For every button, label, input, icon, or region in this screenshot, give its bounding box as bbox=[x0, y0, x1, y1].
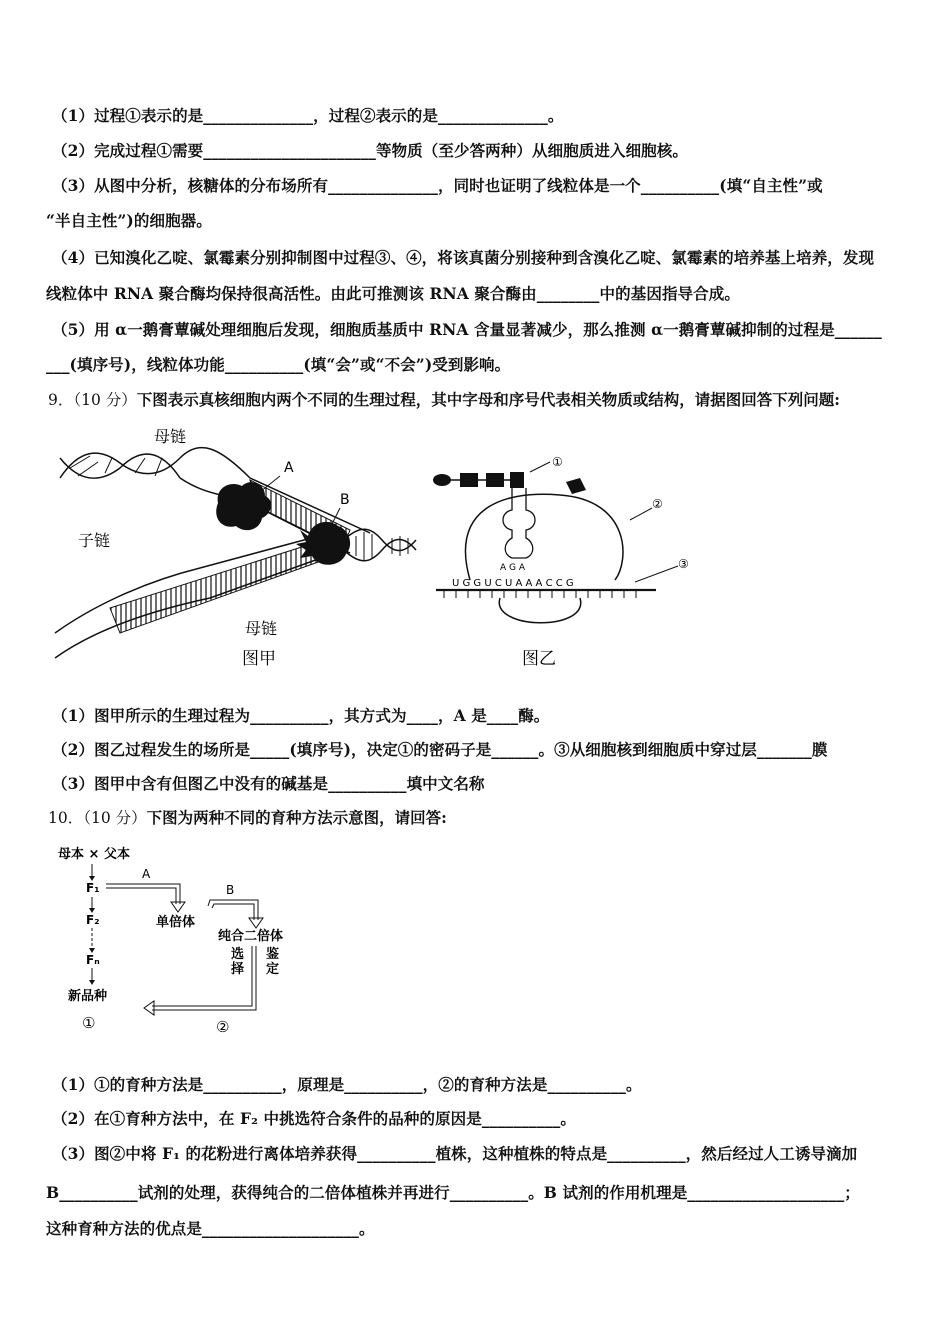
label-pure-diploid: 纯合二倍体 bbox=[218, 929, 284, 944]
label-2: ② bbox=[652, 497, 663, 511]
arrowhead-return bbox=[144, 1001, 154, 1015]
q10-part1: （1）①的育种方法是__________，原理是__________，②的育种方法是__________。 bbox=[52, 1075, 642, 1094]
figure-jia-caption: 图甲 bbox=[242, 649, 276, 669]
label-new-variety: 新品种 bbox=[68, 989, 108, 1004]
amino-acid-4-on-trna bbox=[510, 472, 524, 488]
label-mother-strand-top: 母链 bbox=[154, 427, 187, 446]
upper-helix-strand-2 bbox=[60, 454, 180, 478]
q8-part1: （1）过程①表示的是______________，过程②表示的是______________。 bbox=[52, 106, 564, 125]
label-select bbox=[230, 946, 244, 977]
leader-3 bbox=[635, 566, 678, 582]
mother-strand-top bbox=[180, 448, 370, 533]
arrow-A-inner bbox=[106, 888, 176, 904]
arrow-B-outer bbox=[208, 900, 258, 920]
amino-acid-2 bbox=[460, 473, 478, 487]
q10-part3-line2: B__________试剂的处理，获得纯合的二倍体植株并再进行__________。B 试剂的作用机理是____________________； bbox=[46, 1183, 860, 1202]
leader-1 bbox=[530, 462, 550, 472]
q8-part4-line2: 线粒体中 RNA 聚合酶均保持很高活性。由此可推测该 RNA 聚合酶由________中的基因指导合成。 bbox=[46, 284, 740, 303]
label-haploid: 单倍体 bbox=[156, 915, 196, 930]
q10-number: 10． bbox=[48, 809, 84, 827]
anticodon-text: A G A bbox=[500, 563, 526, 573]
label-A: A bbox=[284, 460, 294, 476]
label-select-char-2: 择 bbox=[231, 962, 245, 977]
ribosome-large-subunit bbox=[466, 494, 623, 580]
q10-heading bbox=[48, 806, 447, 828]
q8-part5-line1: （5）用 α一鹅膏蕈碱处理细胞后发现，细胞质基质中 RNA 含量显著减少，那么推测 α一鹅膏蕈碱抑制的过程是______ bbox=[52, 320, 882, 339]
q9-stem: 下图表示真核细胞内两个不同的生理过程，其中字母和序号代表相关物质或结构，请据图回答下列问题: bbox=[136, 390, 841, 409]
q8-part3-line1: （3）从图中分析，核糖体的分布场所有______________，同时也证明了线粒体是一个__________(填“自主性”或 bbox=[52, 176, 823, 195]
label-select-char-1: 选 bbox=[231, 947, 245, 962]
label-B: B bbox=[226, 883, 235, 897]
arrowhead-A bbox=[171, 902, 185, 912]
label-3: ③ bbox=[678, 557, 689, 571]
q10-score: （10 分） bbox=[83, 809, 147, 827]
label-circle-1: ① bbox=[82, 1014, 96, 1032]
arrowhead-4 bbox=[89, 980, 95, 985]
label-child-strand: 子链 bbox=[78, 531, 111, 550]
label-f2: F₂ bbox=[86, 913, 100, 927]
label-circle-2: ② bbox=[216, 1018, 230, 1036]
label-identify bbox=[266, 946, 279, 977]
label-B: B bbox=[340, 492, 350, 508]
mrna-sequence: U G G U C U A A A C C G bbox=[452, 578, 574, 589]
q10-stem: 下图为两种不同的育种方法示意图，请回答: bbox=[146, 808, 447, 827]
right-helix-rungs bbox=[356, 532, 408, 560]
q8-part2: （2）完成过程①需要______________________等物质（至少答两种）从细胞质进入细胞核。 bbox=[52, 141, 688, 160]
figure-yi-caption: 图乙 bbox=[522, 649, 556, 669]
arrow-A-outer bbox=[106, 884, 180, 904]
arrow-B-inner bbox=[212, 904, 254, 920]
label-f1: F₁ bbox=[86, 881, 100, 895]
label-parents: 母本 × 父本 bbox=[58, 847, 130, 862]
q9-number: 9． bbox=[48, 391, 74, 409]
q8-part4-line1: （4）已知溴化乙啶、氯霉素分别抑制图中过程③、④，将该真菌分别接种到含溴化乙啶、氯霉素的培养基上培养，发现 bbox=[52, 248, 875, 267]
ribosome-small-subunit bbox=[499, 598, 580, 623]
q9-part3: （3）图甲中含有但图乙中没有的碱基是__________填中文名称 bbox=[52, 774, 485, 793]
q8-part5-line2: ___(填序号)，线粒体功能__________(填“会”或“不会”)受到影响。 bbox=[46, 355, 511, 374]
label-1: ① bbox=[552, 455, 563, 469]
arrowhead-B bbox=[249, 918, 263, 928]
leader-2 bbox=[630, 508, 652, 520]
q10-part3-line3: 这种育种方法的优点是____________________。 bbox=[46, 1219, 375, 1238]
label-A: A bbox=[142, 867, 151, 881]
figure-yi-translation bbox=[430, 450, 700, 676]
label-identify-char-2: 定 bbox=[266, 962, 280, 977]
label-mother-strand-bottom: 母链 bbox=[245, 619, 278, 638]
q10-part2: （2）在①育种方法中，在 F₂ 中挑选符合条件的品种的原因是__________。 bbox=[52, 1109, 576, 1128]
q9-part1: （1）图甲所示的生理过程为__________，其方式为____，A 是____酶。 bbox=[52, 706, 550, 725]
amino-acid-1 bbox=[433, 474, 451, 486]
q10-part3-line1: （3）图②中将 F₁ 的花粉进行离体培养获得__________植株，这种植株的特点是__________，然后经过人工诱导滴加 bbox=[52, 1144, 858, 1163]
amino-acid-free-1 bbox=[566, 478, 586, 494]
figure-breeding-methods bbox=[50, 840, 310, 1040]
label-fn: Fₙ bbox=[86, 953, 100, 967]
amino-acid-3 bbox=[486, 473, 504, 487]
q9-score: （10 分） bbox=[73, 391, 137, 409]
q8-part3-line2: “半自主性”)的细胞器。 bbox=[46, 211, 212, 230]
label-identify-char-1: 鉴 bbox=[266, 947, 280, 962]
figure-jia-dna-replication bbox=[50, 418, 430, 676]
q9-heading bbox=[48, 388, 840, 410]
q9-part2: （2）图乙过程发生的场所是_____(填序号)，决定①的密码子是______。③从细胞核到细胞质中穿过层_______膜 bbox=[52, 740, 828, 759]
mrna-bases bbox=[444, 590, 636, 598]
